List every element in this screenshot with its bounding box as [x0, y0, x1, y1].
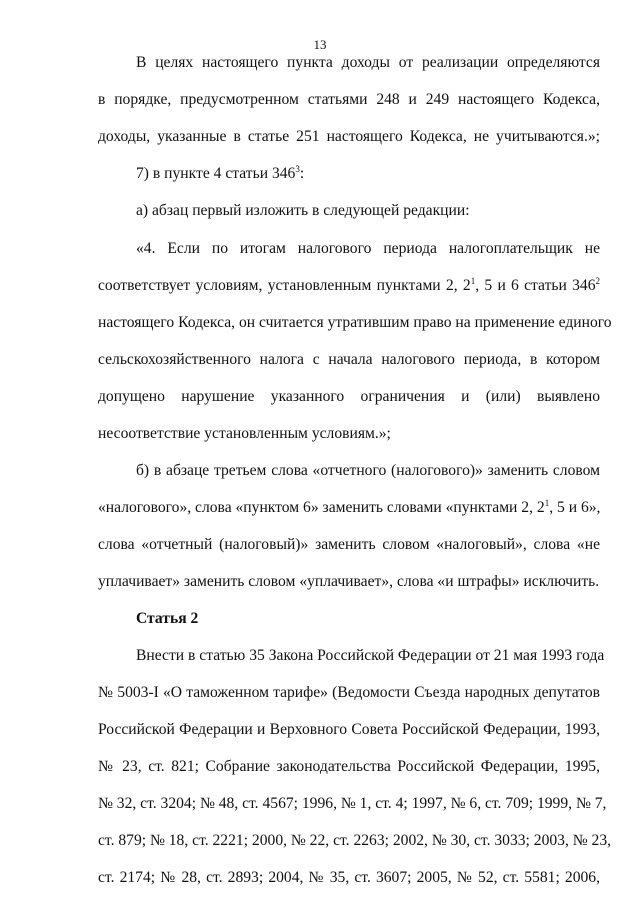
text-line: «налогового», слова «пунктом 6» заменить словами «пунктами 2, $2^1$, 5 и 6», — [98, 498, 601, 516]
text-line: доходы, указанные в статье 251 настоящего Кодекса, не учитываются.»; — [98, 128, 600, 145]
text-line: № 23, ст. 821; Собрание законодательства Российской Федерации, 1995, — [98, 758, 600, 775]
text-line: допущено нарушение указанного ограничения и (или) выявлено — [98, 388, 600, 405]
text-line: несоответствие установленным условиям.»; — [98, 425, 391, 442]
text-line: «4. Если по итогам налогового периода налогоплательщик не — [136, 240, 600, 257]
text-line: настоящего Кодекса, он считается утратившим право на применение единого — [98, 314, 612, 331]
text-line: В целях настоящего пункта доходы от реализации определяются — [136, 54, 600, 71]
text-line: б) в абзаце третьем слова «отчетного (налогового)» заменить словом — [136, 462, 600, 479]
article-heading: Статья 2 — [136, 610, 199, 627]
text-line: № 5003-I «О таможенном тарифе» (Ведомости Съезда народных депутатов — [98, 684, 600, 701]
text-line: ст. 2174; № 28, ст. 2893; 2004, № 35, ст. 3607; 2005, № 52, ст. 5581; 2006, — [98, 869, 600, 886]
text-line: Российской Федерации и Верховного Совета Российской Федерации, 1993, — [98, 721, 600, 738]
text-line: ст. 879; № 18, ст. 2221; 2000, № 22, ст. 2263; 2002, № 30, ст. 3033; 2003, № 23, — [98, 832, 612, 849]
text-line: сельскохозяйственного налога с начала налогового периода, в котором — [98, 351, 600, 368]
text-line: № 32, ст. 3204; № 48, ст. 4567; 1996, № 1, ст. 4; 1997, № 6, ст. 709; 1999, № 7, — [98, 795, 607, 812]
text-line: в порядке, предусмотренном статьями 248 и 249 настоящего Кодекса, — [98, 91, 600, 108]
list-item-7: 7) в пункте 4 статьи $346^3$: — [136, 164, 305, 182]
page-number: 13 — [313, 37, 327, 52]
text-line: Внести в статью 35 Закона Российской Федерации от 21 мая 1993 года — [136, 647, 605, 664]
text-line: соответствует условиям, установленным пунктами 2, $2^1$, 5 и 6 статьи $346^2$ — [98, 276, 601, 294]
text-line: уплачивает» заменить словом «уплачивает», слова «и штрафы» исключить. — [98, 573, 600, 590]
text-line: а) абзац первый изложить в следующей редакции: — [136, 202, 470, 219]
text-line: слова «отчетный (налоговый)» заменить словом «налоговый», слова «не — [98, 536, 600, 553]
